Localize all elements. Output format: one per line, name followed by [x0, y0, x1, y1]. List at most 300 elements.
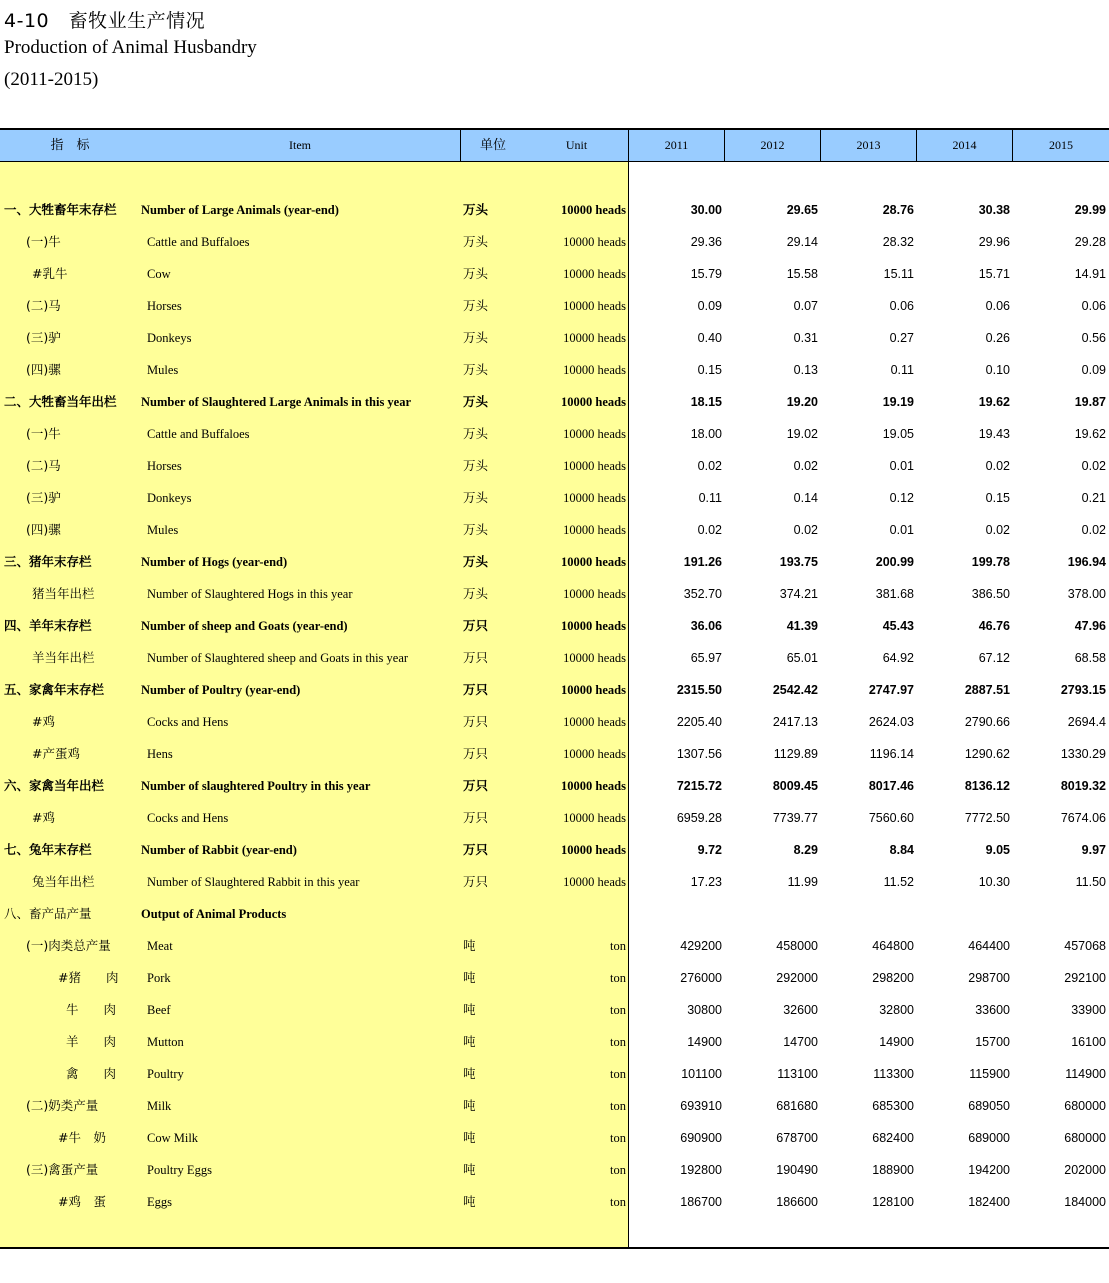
row-value-2012: 0.07	[793, 299, 818, 313]
row-unit-zh: 万头	[463, 554, 489, 569]
table-row	[0, 1154, 1109, 1186]
table-body	[0, 194, 1109, 1218]
row-label-en: Cattle and Buffaloes	[147, 427, 250, 441]
row-value-2014: 67.12	[978, 651, 1010, 665]
row-label-en: Mules	[147, 363, 179, 377]
row-value-2012: 8.29	[793, 843, 818, 857]
row-value-2011: 429200	[680, 939, 722, 953]
row-value-2012: 0.02	[793, 459, 818, 473]
row-unit-en: ton	[610, 1163, 626, 1177]
row-label-en: Pork	[147, 971, 171, 985]
row-label-zh: (一)牛	[26, 234, 61, 249]
row-value-2014: 10.30	[978, 875, 1010, 889]
row-unit-en: 10000 heads	[563, 363, 626, 377]
table-row	[0, 866, 1109, 898]
row-unit-en: 10000 heads	[561, 683, 626, 697]
row-value-2012: 41.39	[786, 619, 818, 633]
row-value-2012: 113100	[777, 1067, 818, 1081]
row-value-2014: 194200	[968, 1163, 1010, 1177]
row-label-en: Number of Slaughtered Hogs in this year	[147, 587, 353, 601]
row-value-2012: 292000	[776, 971, 818, 985]
row-label-en: Meat	[147, 939, 173, 953]
row-value-2011: 2205.40	[676, 715, 722, 729]
row-label-zh: (二)马	[26, 458, 61, 473]
row-value-2013: 0.01	[889, 459, 914, 473]
row-value-2015: 2694.4	[1067, 715, 1106, 729]
row-unit-en: 10000 heads	[563, 267, 626, 281]
row-value-2011: 693910	[680, 1099, 722, 1113]
row-unit-en: ton	[610, 1067, 626, 1081]
row-value-2011: 65.97	[690, 651, 722, 665]
row-value-2015: 378.00	[1067, 587, 1106, 601]
row-value-2013: 0.12	[889, 491, 914, 505]
table-row	[0, 386, 1109, 418]
table-row	[0, 642, 1109, 674]
row-value-2014: 8136.12	[964, 779, 1010, 793]
row-value-2014: 689050	[968, 1099, 1010, 1113]
row-value-2011: 0.02	[697, 523, 722, 537]
row-unit-en: 10000 heads	[563, 459, 626, 473]
row-value-2015: 11.50	[1075, 875, 1106, 889]
row-value-2012: 65.01	[786, 651, 818, 665]
row-value-2014: 0.06	[985, 299, 1010, 313]
row-unit-en: 10000 heads	[563, 427, 626, 441]
row-label-zh: (三)禽蛋产量	[26, 1162, 99, 1177]
row-label-en: Horses	[147, 459, 182, 473]
row-value-2012: 8009.45	[772, 779, 818, 793]
row-label-en: Number of Rabbit (year-end)	[141, 843, 297, 857]
row-value-2013: 28.32	[882, 235, 914, 249]
row-value-2011: 15.79	[690, 267, 722, 281]
table-row	[0, 450, 1109, 482]
row-value-2011: 36.06	[690, 619, 722, 633]
row-label-zh: 五、家禽年末存栏	[4, 682, 105, 697]
header-unit-zh: 单位	[479, 138, 506, 153]
row-value-2013: 45.43	[882, 619, 914, 633]
row-label-en: Number of Slaughtered Large Animals in this year	[141, 395, 412, 409]
row-value-2012: 374.21	[779, 587, 818, 601]
row-label-zh: (三)驴	[26, 330, 61, 345]
row-value-2015: 0.21	[1081, 491, 1106, 505]
row-unit-zh: 万只	[463, 746, 489, 761]
row-unit-zh: 万只	[463, 618, 489, 633]
row-unit-en: 10000 heads	[563, 299, 626, 313]
header-item: Item	[289, 138, 311, 152]
row-value-2015: 8019.32	[1060, 779, 1106, 793]
row-unit-en: 10000 heads	[561, 619, 626, 633]
row-unit-en: 10000 heads	[563, 747, 626, 761]
row-value-2014: 0.15	[985, 491, 1010, 505]
header-indicator: 指 标	[50, 138, 90, 153]
table-row	[0, 1186, 1109, 1218]
row-unit-en: ton	[610, 1003, 626, 1017]
row-unit-en: ton	[610, 1099, 626, 1113]
row-label-en: Poultry Eggs	[147, 1163, 212, 1177]
row-value-2014: 464400	[968, 939, 1010, 953]
row-value-2012: 0.13	[793, 363, 818, 377]
row-unit-zh: 万头	[463, 586, 489, 601]
row-value-2012: 15.58	[786, 267, 818, 281]
row-value-2015: 292100	[1064, 971, 1106, 985]
row-label-zh: 羊当年出栏	[32, 650, 95, 665]
row-label-zh: (一)肉类总产量	[26, 938, 111, 953]
row-value-2015	[1013, 898, 1106, 930]
row-label-zh: 兔当年出栏	[32, 874, 95, 889]
row-value-2015: 0.06	[1081, 299, 1106, 313]
row-value-2012: 32600	[783, 1003, 818, 1017]
row-label-en: Number of Poultry (year-end)	[141, 683, 301, 697]
row-value-2012: 193.75	[779, 555, 818, 569]
row-unit-en: 10000 heads	[563, 491, 626, 505]
row-label-en: Donkeys	[147, 491, 192, 505]
row-label-zh: #鸡 蛋	[58, 1194, 106, 1209]
row-value-2013: 14900	[879, 1035, 914, 1049]
table-row	[0, 194, 1109, 226]
row-value-2014: 0.26	[985, 331, 1010, 345]
row-label-en: Cattle and Buffaloes	[147, 235, 250, 249]
row-label-en: Cocks and Hens	[147, 715, 229, 729]
row-value-2011: 0.11	[698, 491, 722, 505]
data-table	[0, 128, 1109, 1249]
row-unit-zh: 万只	[463, 714, 489, 729]
row-label-zh: (二)马	[26, 298, 61, 313]
row-value-2011: 0.02	[697, 459, 722, 473]
row-unit-en	[520, 898, 626, 930]
page-title-years: (2011-2015)	[4, 69, 99, 90]
row-value-2014	[917, 898, 1010, 930]
row-value-2013: 188900	[872, 1163, 914, 1177]
row-value-2013: 685300	[872, 1099, 914, 1113]
row-value-2013: 0.01	[889, 523, 914, 537]
row-unit-zh: 万只	[463, 650, 489, 665]
row-unit-zh: 万只	[463, 778, 489, 793]
row-value-2014: 199.78	[971, 555, 1010, 569]
row-label-zh: #牛 奶	[58, 1130, 106, 1145]
row-value-2015: 19.87	[1074, 395, 1106, 409]
row-unit-zh: 吨	[463, 1130, 476, 1145]
row-unit-zh: 万头	[463, 330, 489, 345]
row-label-en: Horses	[147, 299, 182, 313]
row-value-2013: 0.11	[890, 363, 914, 377]
page-title-zh: 4-10 畜牧业生产情况	[4, 10, 206, 32]
row-label-zh: 七、兔年末存栏	[4, 842, 92, 857]
row-value-2013: 32800	[879, 1003, 914, 1017]
row-value-2014: 19.43	[978, 427, 1010, 441]
table-row	[0, 1058, 1109, 1090]
header-year-2014: 2014	[952, 138, 977, 152]
row-unit-en: 10000 heads	[561, 779, 626, 793]
row-value-2011: 0.40	[697, 331, 722, 345]
row-value-2014: 2887.51	[964, 683, 1010, 697]
row-value-2015: 196.94	[1067, 555, 1106, 569]
row-value-2013: 28.76	[882, 203, 914, 217]
row-unit-zh: 万只	[463, 842, 489, 857]
row-value-2014: 115900	[969, 1067, 1010, 1081]
row-label-en: Number of Slaughtered Rabbit in this year	[147, 875, 360, 889]
row-value-2014: 7772.50	[964, 811, 1010, 825]
row-value-2011: 276000	[680, 971, 722, 985]
row-value-2012: 458000	[776, 939, 818, 953]
row-unit-en: 10000 heads	[563, 331, 626, 345]
row-value-2015: 29.28	[1074, 235, 1106, 249]
row-value-2015: 19.62	[1074, 427, 1106, 441]
row-value-2012: 678700	[776, 1131, 818, 1145]
row-value-2015: 457068	[1064, 939, 1106, 953]
row-value-2012: 1129.89	[773, 747, 818, 761]
row-unit-zh: 万只	[463, 810, 489, 825]
row-label-zh: 一、大牲畜年末存栏	[4, 202, 117, 217]
row-value-2012: 19.02	[786, 427, 818, 441]
header-year-2013: 2013	[856, 138, 881, 152]
row-unit-zh: 万头	[463, 394, 489, 409]
row-value-2011: 18.15	[690, 395, 722, 409]
row-value-2011: 30.00	[690, 203, 722, 217]
row-unit-zh: 吨	[463, 970, 476, 985]
row-value-2011: 14900	[687, 1035, 722, 1049]
row-value-2013: 298200	[872, 971, 914, 985]
row-value-2011: 352.70	[683, 587, 722, 601]
row-unit-en: 10000 heads	[561, 203, 626, 217]
row-value-2014: 2790.66	[964, 715, 1010, 729]
row-value-2015: 0.02	[1081, 459, 1106, 473]
row-unit-en: 10000 heads	[563, 587, 626, 601]
row-label-zh: #鸡	[32, 714, 55, 729]
row-value-2015: 29.99	[1074, 203, 1106, 217]
row-label-en: Number of Hogs (year-end)	[141, 555, 288, 569]
row-value-2014: 689000	[968, 1131, 1010, 1145]
row-value-2015: 0.56	[1081, 331, 1106, 345]
row-value-2011: 690900	[680, 1131, 722, 1145]
row-unit-zh: 万只	[463, 874, 489, 889]
table-row	[0, 738, 1109, 770]
row-value-2012: 0.14	[793, 491, 818, 505]
header-year-2011: 2011	[664, 138, 689, 152]
row-value-2013: 19.19	[882, 395, 914, 409]
row-label-zh: 八、畜产品产量	[4, 906, 92, 921]
table-row	[0, 546, 1109, 578]
row-value-2011: 192800	[680, 1163, 722, 1177]
row-value-2013: 8.84	[889, 843, 914, 857]
row-unit-zh: 万头	[463, 426, 489, 441]
row-label-zh: 牛 肉	[66, 1002, 117, 1017]
row-value-2015: 14.91	[1074, 267, 1106, 281]
row-label-zh: (二)奶类产量	[26, 1098, 99, 1113]
row-value-2012: 29.65	[786, 203, 818, 217]
row-value-2011: 0.15	[697, 363, 722, 377]
row-value-2013: 15.11	[883, 267, 914, 281]
table-row	[0, 610, 1109, 642]
row-label-zh: #鸡	[32, 810, 55, 825]
row-value-2013: 0.06	[889, 299, 914, 313]
row-value-2014: 15700	[975, 1035, 1010, 1049]
row-label-en: Cocks and Hens	[147, 811, 229, 825]
table-row	[0, 994, 1109, 1026]
row-label-en: Donkeys	[147, 331, 192, 345]
table-row	[0, 898, 1109, 930]
row-value-2015: 16100	[1071, 1035, 1106, 1049]
row-value-2014: 30.38	[978, 203, 1010, 217]
row-value-2011: 191.26	[683, 555, 722, 569]
row-unit-zh: 万头	[463, 298, 489, 313]
row-value-2013: 464800	[872, 939, 914, 953]
row-unit-en: 10000 heads	[563, 811, 626, 825]
row-value-2014: 0.02	[985, 459, 1010, 473]
row-label-zh: #产蛋鸡	[32, 746, 80, 761]
row-unit-en: 10000 heads	[561, 395, 626, 409]
row-value-2013: 1196.14	[869, 747, 914, 761]
row-value-2012: 7739.77	[772, 811, 818, 825]
header-year-2012: 2012	[760, 138, 785, 152]
row-value-2011: 9.72	[697, 843, 722, 857]
row-unit-zh: 吨	[463, 1002, 476, 1017]
row-value-2012: 681680	[776, 1099, 818, 1113]
table-row	[0, 482, 1109, 514]
row-label-zh: #猪 肉	[58, 970, 119, 985]
row-label-zh: 三、猪年末存栏	[4, 554, 92, 569]
table-row	[0, 354, 1109, 386]
row-value-2013: 2747.97	[868, 683, 914, 697]
row-label-zh: #乳牛	[32, 266, 68, 281]
row-value-2014: 386.50	[971, 587, 1010, 601]
row-value-2014: 1290.62	[964, 747, 1010, 761]
row-value-2011: 17.23	[690, 875, 722, 889]
row-value-2015: 680000	[1064, 1131, 1106, 1145]
row-unit-zh: 万头	[463, 458, 489, 473]
row-label-en: Number of Slaughtered sheep and Goats in this year	[147, 651, 409, 665]
row-label-zh: (三)驴	[26, 490, 61, 505]
row-value-2015: 184000	[1064, 1195, 1106, 1209]
table-bottom-rule	[0, 1247, 1109, 1249]
row-unit-zh: 吨	[463, 1034, 476, 1049]
table-row	[0, 930, 1109, 962]
row-value-2015: 114900	[1065, 1067, 1106, 1081]
table-row	[0, 1090, 1109, 1122]
row-value-2013	[821, 898, 914, 930]
row-value-2013: 64.92	[882, 651, 914, 665]
row-value-2015: 0.02	[1081, 523, 1106, 537]
table-row	[0, 1122, 1109, 1154]
row-unit-en: ton	[610, 1131, 626, 1145]
row-value-2015: 0.09	[1081, 363, 1106, 377]
row-label-en: Beef	[147, 1003, 171, 1017]
row-value-2013: 2624.03	[868, 715, 914, 729]
row-value-2012: 0.02	[793, 523, 818, 537]
row-label-en: Output of Animal Products	[141, 907, 287, 921]
row-value-2013: 0.27	[889, 331, 914, 345]
row-value-2011: 0.09	[697, 299, 722, 313]
row-label-en: Cow	[147, 267, 171, 281]
row-value-2014: 0.02	[985, 523, 1010, 537]
row-value-2014: 0.10	[985, 363, 1010, 377]
row-label-en: Poultry	[147, 1067, 184, 1081]
row-label-zh: (四)骡	[26, 522, 61, 537]
row-label-zh: (一)牛	[26, 426, 61, 441]
table-row	[0, 322, 1109, 354]
row-value-2012: 11.99	[787, 875, 818, 889]
row-label-en: Number of sheep and Goats (year-end)	[141, 619, 348, 633]
row-unit-en: 10000 heads	[563, 523, 626, 537]
row-value-2013: 682400	[872, 1131, 914, 1145]
row-unit-zh: 万头	[463, 362, 489, 377]
row-value-2015: 680000	[1064, 1099, 1106, 1113]
row-value-2013: 381.68	[875, 587, 914, 601]
row-value-2011: 186700	[680, 1195, 722, 1209]
table-row	[0, 226, 1109, 258]
table-row	[0, 578, 1109, 610]
row-value-2012: 186600	[776, 1195, 818, 1209]
row-unit-en: 10000 heads	[561, 555, 626, 569]
row-unit-zh: 吨	[463, 1162, 476, 1177]
table-row	[0, 706, 1109, 738]
row-label-zh: (四)骡	[26, 362, 61, 377]
row-unit-zh: 吨	[463, 1066, 476, 1081]
row-value-2013: 11.52	[883, 875, 914, 889]
row-unit-zh: 吨	[463, 1098, 476, 1113]
row-value-2011: 6959.28	[676, 811, 722, 825]
table-row	[0, 674, 1109, 706]
table-header	[0, 130, 1109, 162]
row-value-2014: 19.62	[978, 395, 1010, 409]
row-label-en: Number of slaughtered Poultry in this year	[141, 779, 371, 793]
header-unit-en: Unit	[565, 138, 588, 152]
row-value-2015: 7674.06	[1060, 811, 1106, 825]
row-label-zh: 羊 肉	[66, 1034, 117, 1049]
row-unit-zh: 万头	[463, 234, 489, 249]
row-label-en: Eggs	[147, 1195, 172, 1209]
row-value-2011	[629, 898, 722, 930]
row-value-2012: 190490	[776, 1163, 818, 1177]
row-unit-en: ton	[610, 939, 626, 953]
row-value-2012: 2542.42	[772, 683, 818, 697]
row-unit-zh: 万头	[463, 202, 489, 217]
table-row	[0, 834, 1109, 866]
table-row	[0, 962, 1109, 994]
row-value-2012: 0.31	[793, 331, 818, 345]
row-value-2014: 33600	[975, 1003, 1010, 1017]
page-title-en: Production of Animal Husbandry	[4, 37, 257, 58]
row-unit-zh: 万头	[463, 490, 489, 505]
row-value-2011: 1307.56	[676, 747, 722, 761]
row-value-2014: 182400	[968, 1195, 1010, 1209]
row-value-2013: 7560.60	[868, 811, 914, 825]
row-label-en: Mutton	[147, 1035, 184, 1049]
row-value-2014: 9.05	[985, 843, 1010, 857]
row-value-2011: 7215.72	[676, 779, 722, 793]
row-value-2013: 113300	[873, 1067, 914, 1081]
row-value-2011: 29.36	[690, 235, 722, 249]
table-row	[0, 1026, 1109, 1058]
row-unit-zh: 吨	[463, 1194, 476, 1209]
row-value-2012	[725, 898, 818, 930]
row-unit-en: ton	[610, 1035, 626, 1049]
row-label-zh: 禽 肉	[66, 1066, 117, 1081]
row-unit-en: 10000 heads	[563, 715, 626, 729]
row-value-2015: 1330.29	[1060, 747, 1106, 761]
row-value-2011: 2315.50	[676, 683, 722, 697]
row-label-en: Number of Large Animals (year-end)	[141, 203, 339, 217]
row-unit-en: 10000 heads	[563, 875, 626, 889]
row-value-2015: 9.97	[1081, 843, 1106, 857]
row-value-2014: 29.96	[978, 235, 1010, 249]
row-label-zh: 六、家禽当年出栏	[4, 778, 105, 793]
row-value-2015: 68.58	[1074, 651, 1106, 665]
row-value-2014: 46.76	[978, 619, 1010, 633]
row-unit-en: ton	[610, 1195, 626, 1209]
row-value-2014: 15.71	[978, 267, 1010, 281]
row-value-2015: 2793.15	[1060, 683, 1106, 697]
table-row	[0, 258, 1109, 290]
row-unit-zh: 万头	[463, 266, 489, 281]
